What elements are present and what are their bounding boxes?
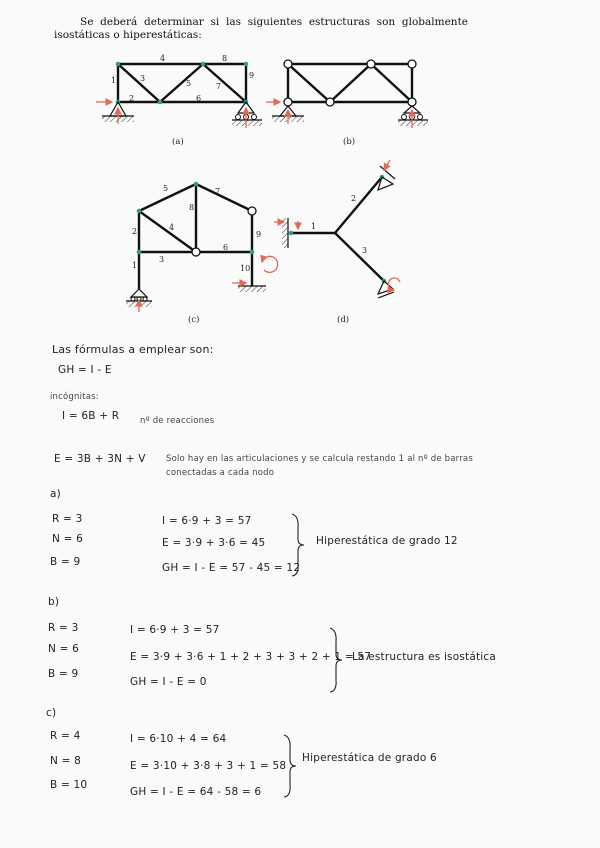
i-note: nº de reacciones <box>140 416 215 426</box>
bar-label: 4 <box>160 54 166 63</box>
formulas-heading: Las fórmulas a emplear son: <box>52 343 214 356</box>
caption-a: (a) <box>172 137 184 147</box>
case-b-b: B = 9 <box>48 668 79 680</box>
case-a-r: R = 3 <box>52 513 83 525</box>
case-b-r: R = 3 <box>48 622 79 634</box>
bar-label: 8 <box>222 54 228 63</box>
frame-d <box>291 177 384 281</box>
case-a-n: N = 6 <box>52 533 84 545</box>
bar-label: 6 <box>196 94 202 103</box>
structures-figure <box>0 0 600 330</box>
bar-label: 9 <box>256 230 262 239</box>
truss-a-reactions <box>96 102 246 128</box>
bar-label: 8 <box>189 203 195 212</box>
caption-d: (d) <box>337 315 350 325</box>
caption-b: (b) <box>343 137 356 147</box>
bar-label: 3 <box>362 246 368 255</box>
case-c-b: B = 10 <box>50 779 88 791</box>
case-a-b: B = 9 <box>50 556 81 568</box>
case-a-line-1: I = 6·9 + 3 = 57 <box>162 515 252 527</box>
case-b-line-3: GH = I - E = 0 <box>130 676 207 688</box>
bar-label: 5 <box>163 184 169 193</box>
frame-c-reactions <box>139 256 278 312</box>
case-c-r: R = 4 <box>50 730 81 742</box>
case-b-label: b) <box>48 596 60 608</box>
bar-label: 5 <box>186 79 192 88</box>
case-b-line-1: I = 6·9 + 3 = 57 <box>130 624 220 636</box>
case-b-line-2: E = 3·9 + 3·6 + 1 + 2 + 3 + 3 + 2 + 1 = 57 <box>130 651 372 663</box>
bar-label: 3 <box>159 255 165 264</box>
case-c-result: Hiperestática de grado 6 <box>302 752 437 764</box>
e-formula: E = 3B + 3N + V <box>54 453 146 465</box>
bar-label: 2 <box>351 194 357 203</box>
bar-label: 7 <box>215 187 221 196</box>
case-b-n: N = 6 <box>48 643 80 655</box>
bar-label: 9 <box>249 71 255 80</box>
e-note-line-1: Solo hay en las articulaciones y se calcula restando 1 al nº de barras <box>166 454 473 464</box>
truss-a-supports <box>102 102 262 126</box>
case-a-label: a) <box>50 488 61 500</box>
bar-label: 2 <box>132 227 138 236</box>
case-c-brace <box>280 733 300 799</box>
truss-b <box>288 64 412 102</box>
bar-label: 1 <box>311 222 317 231</box>
frame-c-supports <box>126 286 266 307</box>
where-label: incógnitas: <box>50 392 99 402</box>
gh-formula: GH = I - E <box>58 364 112 376</box>
bar-label: 4 <box>169 223 175 232</box>
case-c-label: c) <box>46 707 57 719</box>
bar-label: 7 <box>216 82 222 91</box>
case-a-line-3: GH = I - E = 57 - 45 = 12 <box>162 562 301 574</box>
truss-a <box>118 64 246 102</box>
bar-label: 1 <box>132 261 138 270</box>
bar-label: 2 <box>129 94 135 103</box>
bar-label: 6 <box>223 243 229 252</box>
i-formula: I = 6B + R <box>62 410 120 422</box>
bar-label: 1 <box>111 76 117 85</box>
bar-label: 3 <box>140 74 146 83</box>
case-a-line-2: E = 3·9 + 3·6 = 45 <box>162 537 266 549</box>
case-c-line-1: I = 6·10 + 4 = 64 <box>130 733 227 745</box>
case-c-line-2: E = 3·10 + 3·8 + 3 + 1 = 58 <box>130 760 287 772</box>
e-note-line-2: conectadas a cada nodo <box>166 468 275 478</box>
case-c-line-3: GH = I - E = 64 - 58 = 6 <box>130 786 262 798</box>
bar-label: 10 <box>240 264 251 273</box>
case-a-brace <box>288 512 308 578</box>
frame-c <box>139 184 252 289</box>
case-a-result: Hiperestática de grado 12 <box>316 535 458 547</box>
intro-text: Se deberá determinar si las siguientes estructuras son globalmente isostáticas o hiperestáticas: <box>54 16 468 41</box>
caption-c: (c) <box>188 315 200 325</box>
truss-b-supports <box>272 106 428 126</box>
case-c-n: N = 8 <box>50 755 82 767</box>
case-b-result: La estructura es isostática <box>352 651 497 663</box>
case-b-brace <box>326 626 346 694</box>
